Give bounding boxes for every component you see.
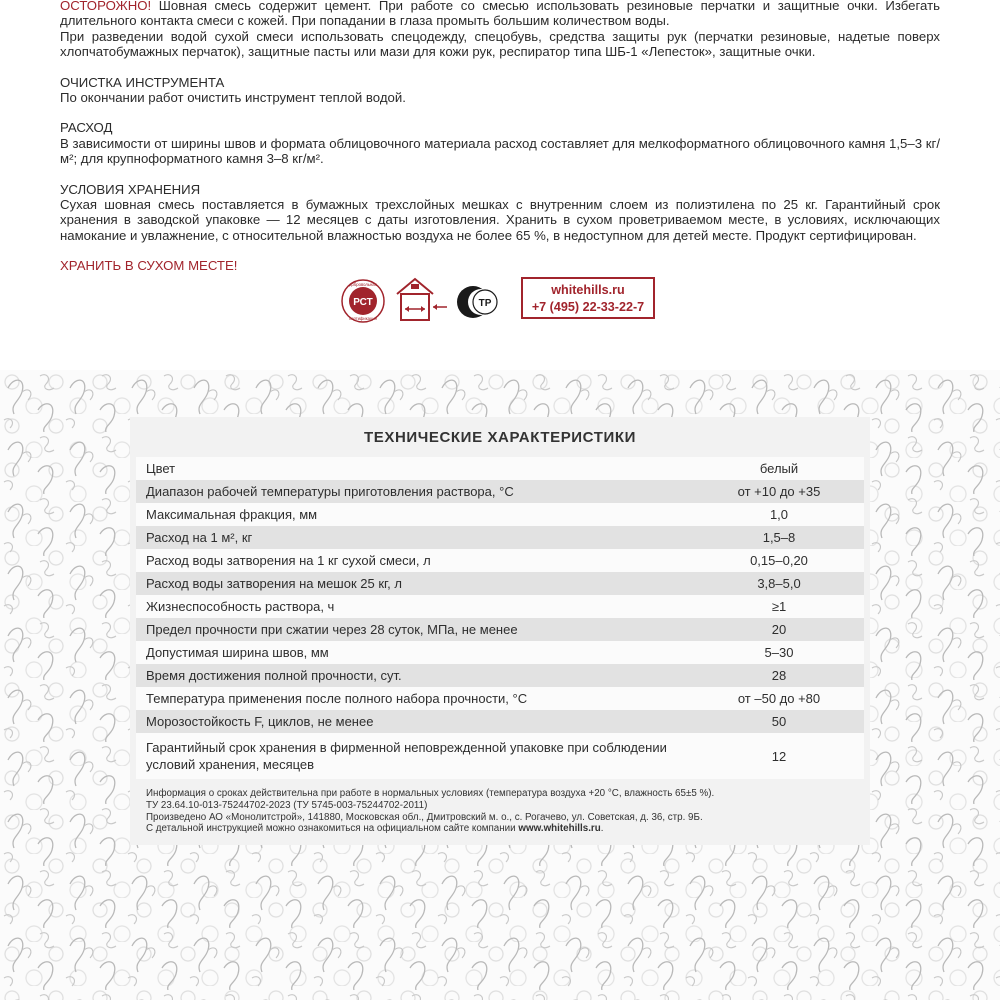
- tech-specs-footer: [146, 788, 861, 835]
- ppe-paragraph: При разведении водой сухой смеси использовать спецодежду, спецобувь, средства защиты рук (перчатки резиновые, надетые поверх хлопчатобумажных перчаток), защитные пасты или мази для кожи рук, респиратор типа ШБ-1 «Лепесток», защитные очки.: [60, 28, 940, 60]
- spec-value: 5–30: [694, 641, 864, 664]
- spec-value: 12: [694, 733, 864, 779]
- spec-row: [136, 503, 864, 526]
- spec-row: [136, 641, 864, 664]
- spec-value: 1,5–8: [694, 526, 864, 549]
- footer-conditions: Информация о сроках действительна при работе в нормальных условиях (температура воздуха +20 °С, влажность 65±5 %).: [146, 788, 715, 799]
- tech-specs-card: [130, 417, 870, 845]
- spec-name: Допустимая ширина швов, мм: [136, 641, 694, 664]
- spec-name: Предел прочности при сжатии через 28 суток, МПа, не менее: [136, 618, 694, 641]
- spec-row: [136, 733, 864, 779]
- logos-row: [0, 276, 1000, 326]
- website-link[interactable]: whitehills.ru: [551, 283, 625, 297]
- footer-instruction: [146, 823, 861, 835]
- spec-name: Цвет: [136, 457, 694, 480]
- contact-box: [521, 277, 655, 319]
- consumption-heading: РАСХОД: [60, 120, 113, 136]
- instruction-text: [60, 0, 940, 274]
- spec-row: [136, 710, 864, 733]
- spec-name: Расход воды затворения на 1 кг сухой смеси, л: [136, 549, 694, 572]
- spec-value: 50: [694, 710, 864, 733]
- consumption-text: В зависимости от ширины швов и формата облицовочного материала расход составляет для мелкоформатного облицовочного камня 1,5–3 кг/м²; для крупноформатного камня 3–8 кг/м².: [60, 135, 940, 167]
- rst-mark: РСТ: [353, 297, 373, 308]
- warning-paragraph: [60, 0, 940, 29]
- spec-row: [136, 526, 864, 549]
- tech-specs-title: ТЕХНИЧЕСКИЕ ХАРАКТЕРИСТИКИ: [363, 429, 637, 446]
- storage-text: Сухая шовная смесь поставляется в бумажных трехслойных мешках с внутренним слоем из полиэтилена по 25 кг. Гарантийный срок хранения в заводской упаковке — 12 месяцев с даты изготовления. Хранить в сухом проветриваемом месте, в условиях, исключающих намокание и увлажнение, с относительной влажностью воздуха не более 65 %, в недоступном для детей месте. Продукт сертифицирован.: [60, 197, 940, 243]
- spec-value: 1,0: [694, 503, 864, 526]
- spec-name: Расход на 1 м², кг: [136, 526, 694, 549]
- cert-top-text: добровольная: [349, 282, 377, 287]
- spec-name: Жизнеспособность раствора, ч: [136, 595, 694, 618]
- rst-certification-icon: [340, 278, 386, 324]
- spec-name: Расход воды затворения на мешок 25 кг, л: [136, 572, 694, 595]
- cert-bottom-text: сертификация: [349, 316, 377, 321]
- spec-row: [136, 572, 864, 595]
- spec-name: Температура применения после полного набора прочности, °С: [136, 687, 694, 710]
- tech-specs-table: [136, 457, 864, 779]
- spec-name: Диапазон рабочей температуры приготовления раствора, °С: [136, 480, 694, 503]
- spec-value: белый: [694, 457, 864, 480]
- cleaning-text: По окончании работ очистить инструмент теплой водой.: [60, 90, 406, 106]
- phone-number: +7 (495) 22-33-22-7: [531, 300, 645, 314]
- spec-value: 3,8–5,0: [694, 572, 864, 595]
- spec-row: [136, 664, 864, 687]
- spec-row: [136, 687, 864, 710]
- cleaning-heading: ОЧИСТКА ИНСТРУМЕНТА: [60, 74, 225, 90]
- spec-row: [136, 480, 864, 503]
- spec-name: Время достижения полной прочности, сут.: [136, 664, 694, 687]
- warning-label: ОСТОРОЖНО!: [60, 0, 152, 13]
- spec-value: 0,15–0,20: [694, 549, 864, 572]
- footer-manufacturer: Произведено АО «Монолитстрой», 141880, Московская обл., Дмитровский м. о., с. Рогачево, ул. Советская, д. 36, стр. 9Б.: [146, 811, 703, 823]
- spec-value: от –50 до +80: [694, 687, 864, 710]
- storage-heading: УСЛОВИЯ ХРАНЕНИЯ: [60, 181, 201, 197]
- spec-value: 28: [694, 664, 864, 687]
- spec-value: от +10 до +35: [694, 480, 864, 503]
- spec-row: [136, 595, 864, 618]
- footer-instruction-end: .: [600, 823, 604, 835]
- footer-instruction-text: С детальной инструкцией можно ознакомиться на официальном сайте компании: [146, 823, 519, 835]
- spec-row: [136, 457, 864, 480]
- tr-mark: ТР: [478, 298, 492, 309]
- warning-text: Шовная смесь содержит цемент. При работе со смесью использовать резиновые перчатки и защитные очки. Избегать длительного контакта смеси с кожей. При попадании в глаза промыть большим количеством воды.: [60, 0, 940, 29]
- spec-name: Максимальная фракция, мм: [136, 503, 694, 526]
- keep-dry-notice: ХРАНИТЬ В СУХОМ МЕСТЕ!: [60, 258, 238, 274]
- footer-website-link[interactable]: www.whitehills.ru: [518, 823, 601, 835]
- spec-value: ≥1: [694, 595, 864, 618]
- footer-standard: ТУ 23.64.10-013-75244702-2023 (ТУ 5745-003-75244702-2011): [146, 799, 428, 811]
- keep-dry-house-icon: [395, 276, 449, 324]
- spec-row: [136, 549, 864, 572]
- spec-row: [136, 618, 864, 641]
- eac-tr-icon: [455, 282, 499, 322]
- spec-value: 20: [694, 618, 864, 641]
- spec-name: Гарантийный срок хранения в фирменной неповрежденной упаковке при соблюдении условий хранения, месяцев: [136, 733, 694, 779]
- spec-name: Морозостойкость F, циклов, не менее: [136, 710, 694, 733]
